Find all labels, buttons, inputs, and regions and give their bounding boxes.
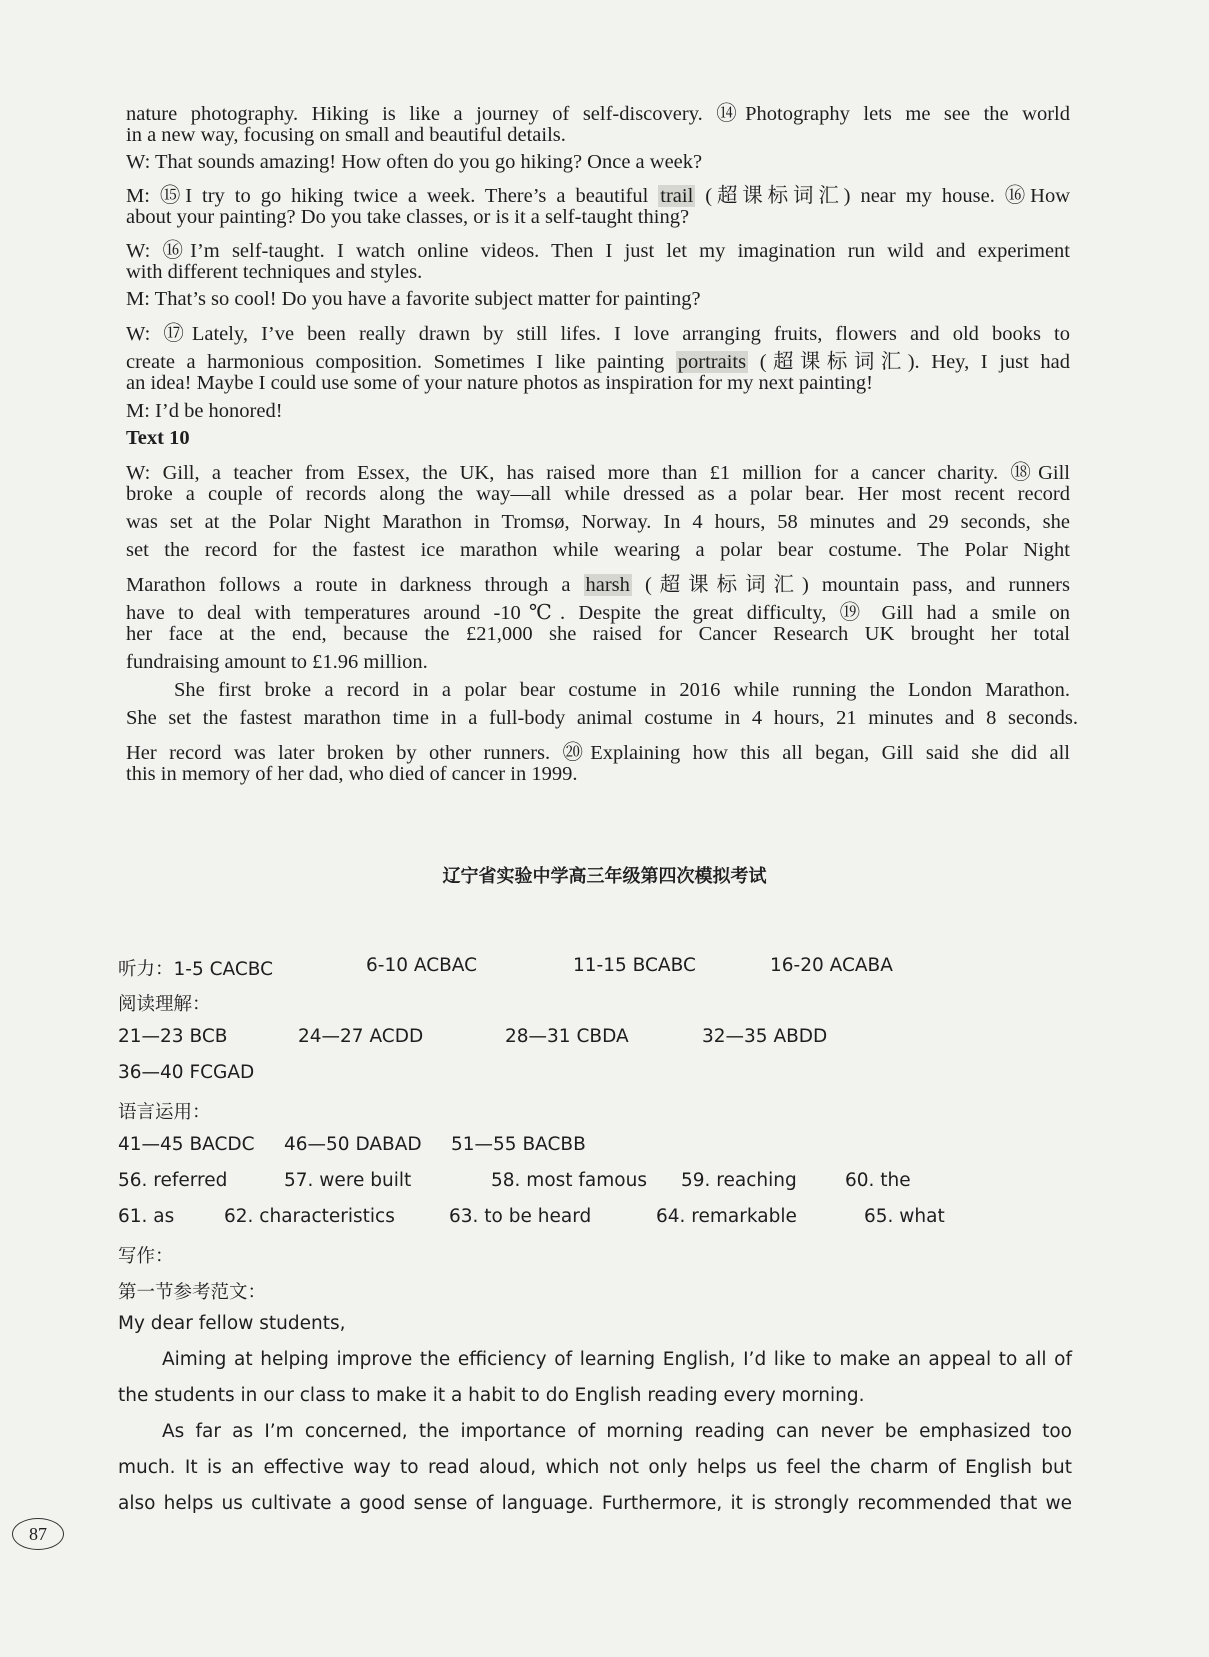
answer-item: 64. remarkable xyxy=(656,1206,797,1227)
transcript-line: M: That’s so cool! Do you have a favorite subject matter for painting? xyxy=(126,288,701,310)
text10-line: set the record for the fastest ice marathon while wearing a polar bear costume. The Polar Night xyxy=(126,539,1070,561)
essay-line: also helps us cultivate a good sense of language. Furthermore, it is strongly recommended that we xyxy=(118,1493,1072,1514)
answer-item: 62. characteristics xyxy=(224,1206,395,1227)
transcript-line: W: That sounds amazing! How often do you go hiking? Once a week? xyxy=(126,151,703,173)
answer-group: 11-15 BCABC xyxy=(573,955,696,976)
answer-group: 41—45 BACDC xyxy=(118,1134,255,1155)
essay-line: My dear fellow students, xyxy=(118,1313,346,1334)
text10-line: broke a couple of records along the way—all while dressed as a polar bear. Her most recent record xyxy=(126,483,1070,505)
text10-line: this in memory of her dad, who died of cancer in 1999. xyxy=(126,763,578,785)
transcript-line: M: I’d be honored! xyxy=(126,400,283,422)
answer-item: 61. as xyxy=(118,1206,175,1227)
answer-item: 60. the xyxy=(845,1170,911,1191)
transcript-line: in a new way, focusing on small and beautiful details. xyxy=(126,124,566,146)
transcript-line: about your painting? Do you take classes, or is it a self-taught thing? xyxy=(126,206,690,228)
text10-line: She first broke a record in a polar bear costume in 2016 while running the London Marathon. xyxy=(174,679,1070,701)
writing-label: 写作： xyxy=(118,1246,174,1267)
language-label: 语言运用： xyxy=(118,1102,211,1123)
page-number: 87 xyxy=(12,1518,64,1550)
answer-group: 21—23 BCB xyxy=(118,1026,228,1047)
essay-line: As far as I’m concerned, the importance of morning reading can never be emphasized too xyxy=(162,1421,1072,1442)
text10-line: W: Gill, a teacher from Essex, the UK, has raised more than £1 million for a cancer charity. ⑱Gill xyxy=(126,462,1070,484)
essay-line: Aiming at helping improve the efficiency of learning English, I’d like to make an appeal to all of xyxy=(162,1349,1072,1370)
highlighted-word: trail xyxy=(660,185,694,207)
reading-label: 阅读理解： xyxy=(118,994,211,1015)
answer-group: 16-20 ACABA xyxy=(770,955,893,976)
transcript-line: an idea! Maybe I could use some of your nature photos as inspiration for my next painting! xyxy=(126,372,873,394)
transcript-line: create a harmonious composition. Sometimes I like painting portraits (超课标词汇). Hey, I just had xyxy=(126,351,1070,373)
listening-label: 听力：1-5 CACBC xyxy=(118,959,274,980)
exam-title: 辽宁省实验中学高三年级第四次模拟考试 xyxy=(442,866,767,887)
transcript-line: W: ⑰Lately, I’ve been really drawn by still lifes. I love arranging fruits, flowers and old books to xyxy=(126,323,1070,345)
text10-line: She set the fastest marathon time in a full-body animal costume in 4 hours, 21 minutes and 8 seconds. xyxy=(126,707,1078,729)
transcript-line: nature photography. Hiking is like a journey of self-discovery. ⑭Photography lets me see the world xyxy=(126,103,1070,125)
answer-group: 51—55 BACBB xyxy=(451,1134,586,1155)
text10-line: was set at the Polar Night Marathon in Tromsø, Norway. In 4 hours, 58 minutes and 29 seconds, she xyxy=(126,511,1070,533)
section1-label: 第一节参考范文： xyxy=(118,1282,267,1303)
answer-group: 36—40 FCGAD xyxy=(118,1062,255,1083)
answer-group: 6-10 ACBAC xyxy=(366,955,478,976)
essay-line: the students in our class to make it a habit to do English reading every morning. xyxy=(118,1385,865,1406)
answer-item: 58. most famous xyxy=(491,1170,647,1191)
answer-item: 57. were built xyxy=(284,1170,412,1191)
answer-item: 63. to be heard xyxy=(449,1206,592,1227)
text10-line: her face at the end, because the £21,000 she raised for Cancer Research UK brought her total xyxy=(126,623,1070,645)
answer-group: 32—35 ABDD xyxy=(702,1026,828,1047)
text10-line: have to deal with temperatures around -10℃. Despite the great difficulty, ⑲ Gill had a smile on xyxy=(126,602,1070,624)
text10-line: Her record was later broken by other runners. ⑳Explaining how this all began, Gill said she did all xyxy=(126,742,1070,764)
answer-item: 56. referred xyxy=(118,1170,228,1191)
answer-group: 28—31 CBDA xyxy=(505,1026,629,1047)
text10-line: Marathon follows a route in darkness through a harsh (超课标词汇) mountain pass, and runners xyxy=(126,574,1070,596)
answer-item: 65. what xyxy=(864,1206,945,1227)
highlighted-word: harsh xyxy=(585,574,630,596)
transcript-line: M: ⑮I try to go hiking twice a week. There’s a beautiful trail (超课标词汇) near my house. ⑯How xyxy=(126,185,1070,207)
answer-group: 46—50 DABAD xyxy=(284,1134,422,1155)
text10-line: fundraising amount to £1.96 million. xyxy=(126,651,428,673)
transcript-line: with different techniques and styles. xyxy=(126,261,423,283)
answer-group: 24—27 ACDD xyxy=(298,1026,424,1047)
text10-heading: Text 10 xyxy=(126,427,190,449)
transcript-line: W: ⑯I’m self-taught. I watch online videos. Then I just let my imagination run wild and experiment xyxy=(126,240,1070,262)
answer-item: 59. reaching xyxy=(681,1170,797,1191)
highlighted-word: portraits xyxy=(677,351,747,373)
essay-line: much. It is an effective way to read aloud, which not only helps us feel the charm of English but xyxy=(118,1457,1072,1478)
